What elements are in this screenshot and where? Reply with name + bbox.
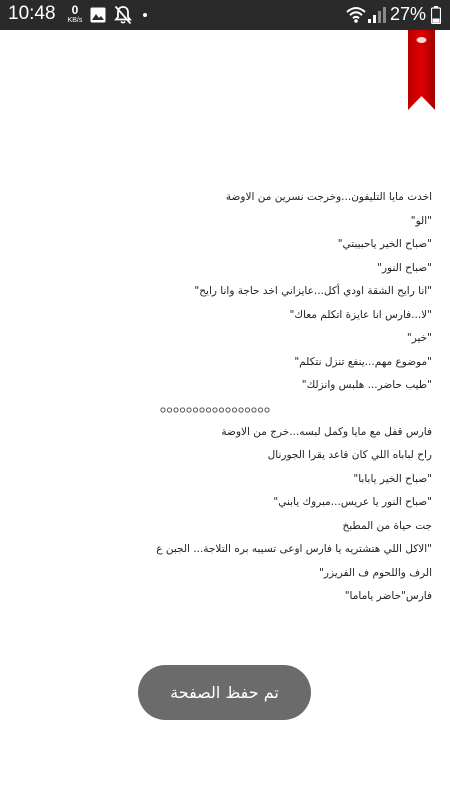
story-line: "الو" <box>410 214 432 227</box>
story-line: راح لباباه اللي كان قاعد يقرا الجورنال <box>267 449 432 461</box>
story-line: "خير" <box>406 332 432 344</box>
network-speed-value: 0 <box>71 3 79 17</box>
separator-dot <box>180 407 184 411</box>
story-line: "انا رايح الشقة اودي أكل...عايزاني اخد حاجة وانا رايح" <box>194 285 432 297</box>
separator-dot <box>206 407 210 411</box>
separator-dot <box>226 407 230 411</box>
separator-dot <box>200 407 204 411</box>
notifications-off-icon <box>114 5 132 29</box>
battery-icon <box>431 6 441 28</box>
story-part2 <box>40 421 432 609</box>
separator-dot <box>265 407 269 411</box>
story-line: "طيب حاضر... هلبس وانزلك" <box>301 379 432 391</box>
story-line: جت حياة من المطبخ <box>342 519 432 532</box>
network-speed <box>64 4 86 24</box>
story-line: "صباح الخير يابابا" <box>353 472 432 485</box>
battery-percent: 27% <box>390 4 427 24</box>
wifi-icon <box>346 6 366 27</box>
image-icon <box>90 7 106 27</box>
network-speed-unit: KB/s <box>67 17 83 24</box>
separator-dot <box>252 407 256 411</box>
story-line: فارس قفل مع مايا وكمل لبسه...خرج من الاوضة <box>221 425 432 438</box>
story-part1 <box>40 186 432 398</box>
signal-icon <box>368 7 386 27</box>
story-line: اخدت مايا التليفون...وخرجت نسرين من الاوضة <box>225 191 432 203</box>
separator-dot <box>167 407 171 411</box>
separator-dot <box>174 407 178 411</box>
separator-dot <box>258 407 262 411</box>
separator-dot <box>232 407 236 411</box>
story-line: "موضوع مهم...ينفع تنزل نتكلم" <box>294 355 432 368</box>
status-bar <box>0 0 450 30</box>
story-line: فارس"حاضر ياماما" <box>344 590 432 602</box>
separator-dot <box>245 407 249 411</box>
story-line: "لا...فارس انا عايزة اتكلم معاك" <box>289 308 432 321</box>
story-line: "صباح الخير ياحبيبتي" <box>337 238 432 250</box>
separator-dot <box>213 407 217 411</box>
bookmark-ribbon-icon[interactable] <box>408 30 435 114</box>
story-line: "صباح النور يا عريس...مبروك يابني" <box>273 496 432 508</box>
separator-dot <box>187 407 191 411</box>
story-content <box>40 186 432 609</box>
story-line: "الاكل اللي هتشتريه يا فارس اوعى تسيبه بره التلاجة... الجبن ع <box>156 543 432 555</box>
separator-dot <box>219 407 223 411</box>
separator-dot <box>239 407 243 411</box>
page-saved-toast: تم حفظ الصفحة <box>138 665 311 720</box>
scene-separator <box>40 398 432 421</box>
separator-dot <box>161 407 165 411</box>
status-time: 10:48 <box>8 3 56 24</box>
story-line: "صباح النور" <box>377 261 432 274</box>
separator-dot <box>193 407 197 411</box>
story-line: الرف واللحوم ف الفريزر" <box>319 566 432 579</box>
dot-icon <box>143 13 147 17</box>
